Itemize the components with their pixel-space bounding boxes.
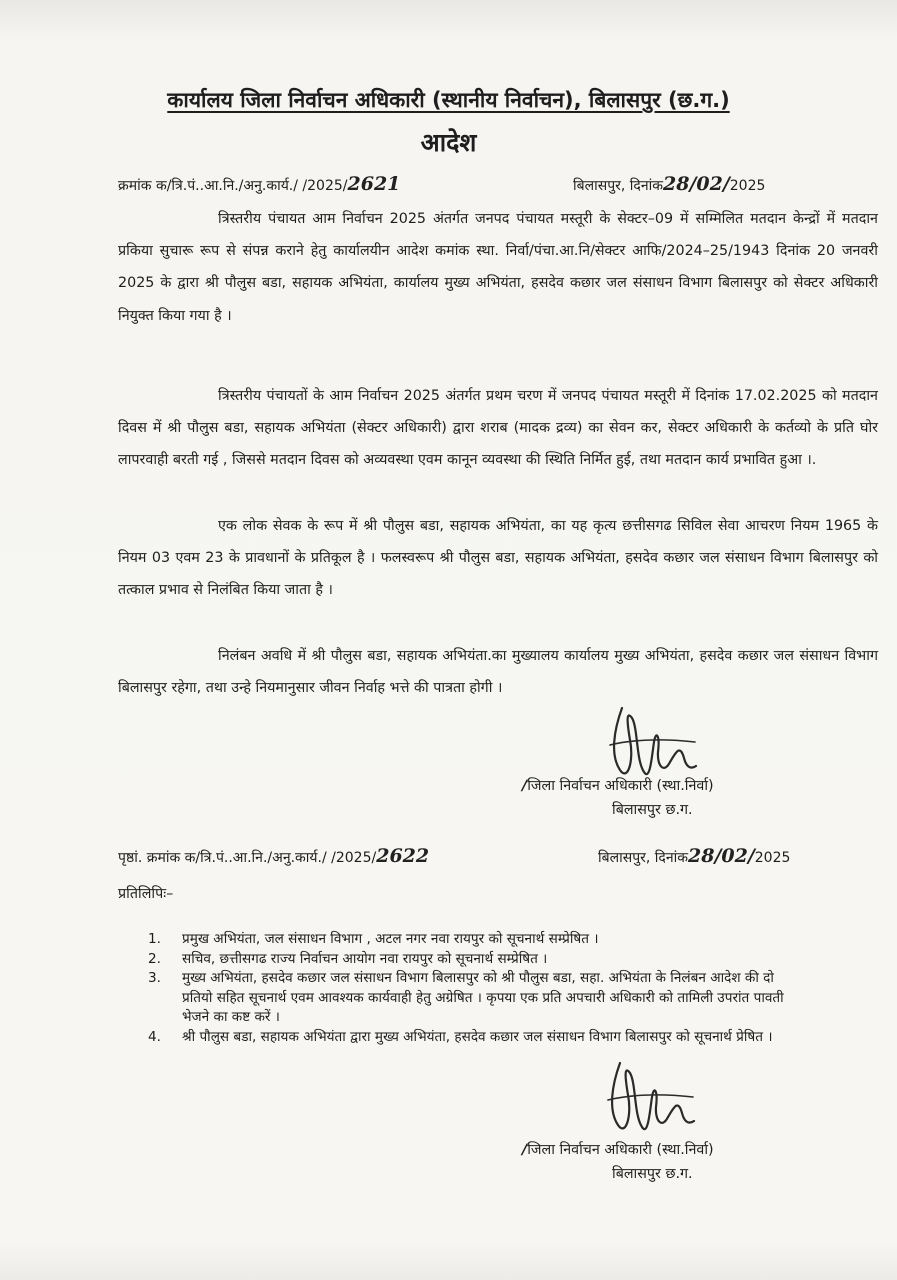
signature-block-2: /जिला निर्वाचन अधिकारी (स्था.निर्वा) बिलासपुर छ.ग. bbox=[522, 1138, 714, 1186]
endorsement-number: पृष्ठां. क्रमांक क/त्रि.पं..आ.नि./अनु.कार्य./ /2025/2622 bbox=[118, 845, 430, 867]
signatory-designation: जिला निर्वाचन अधिकारी (स्था.निर्वा) bbox=[527, 1142, 714, 1158]
copies-list bbox=[148, 930, 788, 1047]
endorsement-date: बिलासपुर, दिनांक28/02/2025 bbox=[598, 845, 791, 867]
signature-mark bbox=[598, 1055, 708, 1150]
copy-item: 1. प्रमुख अभियंता, जल संसाधन विभाग , अटल नगर नवा रायपुर को सूचनार्थ सम्प्रेषित । bbox=[148, 931, 599, 947]
signatory-place: बिलासपुर छ.ग. bbox=[612, 1166, 693, 1182]
endorsement-number-handwritten: 2622 bbox=[376, 845, 430, 867]
paragraph-2: त्रिस्तरीय पंचायतों के आम निर्वाचन 2025 अंतर्गत प्रथम चरण में जनपद पंचायत मस्तूरी में दिनांक 17.02.2025 को मतदान दिवस में श्री पौलुस बडा, सहायक अभियंता (सेक्टर अधिकारी) द्वारा शराब (मादक द्रव्य) का सेवन कर, सेक्टर अधिकारी के कर्तव्यो के प्रति घोर लापरवाही बरती गई , जिससे मतदान दिवस को अव्यवस्था एवम कानून व्यवस्था की स्थिति निर्मित हुई, तथा मतदान कार्य प्रभावित हुआ ।. bbox=[118, 388, 878, 469]
order-heading: आदेश bbox=[420, 128, 477, 157]
order-date-handwritten: 28/02/ bbox=[663, 173, 730, 195]
copy-item: 2. सचिव, छत्तीसगढ राज्य निर्वाचन आयोग नवा रायपुर को सूचनार्थ सम्प्रेषित । bbox=[148, 950, 548, 967]
order-number: क्रमांक क/त्रि.पं..आ.नि./अनु.कार्य./ /2025/2621 bbox=[118, 173, 401, 195]
copy-item: 3. मुख्य अभियंता, हसदेव कछार जल संसाधन विभाग बिलासपुर को श्री पौलुस बडा, सहा. अभियंता के निलंबन आदेश की दो प्रतियो सहित सूचनार्थ एवम आवश्यक कार्यवाही हेतु अग्रेषित । कृपया एक प्रति अपचारी अधिकारी को तामिली उपरांत पावती भेजने का कष्ट करें । bbox=[148, 970, 784, 1025]
signatory-place: बिलासपुर छ.ग. bbox=[612, 802, 693, 818]
signatory-designation: जिला निर्वाचन अधिकारी (स्था.निर्वा) bbox=[527, 778, 714, 794]
signature-block-1: /जिला निर्वाचन अधिकारी (स्था.निर्वा) बिलासपुर छ.ग. bbox=[522, 774, 714, 822]
paragraph-4: निलंबन अवधि में श्री पौलुस बडा, सहायक अभियंता.का मुख्यालय कार्यालय मुख्य अभियंता, हसदेव कछार जल संसाधन विभाग बिलासपुर रहेगा, तथा उन्हे नियमानुसार जीवन निर्वाह भत्ते की पात्रता होगी । bbox=[118, 648, 878, 697]
endorsement-date-handwritten: 28/02/ bbox=[688, 845, 755, 867]
copy-item: 4. श्री पौलुस बडा, सहायक अभियंता द्वारा मुख्य अभियंता, हसदेव कछार जल संसाधन विभाग बिलासपुर को सूचनार्थ प्रेषित । bbox=[148, 1028, 773, 1045]
paragraph-1: त्रिस्तरीय पंचायत आम निर्वाचन 2025 अंतर्गत जनपद पंचायत मस्तूरी के सेक्टर–09 में सम्मिलित मतदान केन्द्रों में मतदान प्रकिया सुचारू रूप से संपन्न कराने हेतु कार्यालयीन आदेश कमांक स्था. निर्वा/पंचा.आ.नि/सेक्टर आफि/2024–25/1943 दिनांक 20 जनवरी 2025 के द्वारा श्री पौलुस बडा, सहायक अभियंता, कार्यालय मुख्य अभियंता, हसदेव कछार जल संसाधन विभाग बिलासपुर को सेक्टर अधिकारी नियुक्त किया गया है । bbox=[118, 211, 878, 324]
office-title: कार्यालय जिला निर्वाचन अधिकारी (स्थानीय निर्वाचन), बिलासपुर (छ.ग.) bbox=[167, 88, 730, 112]
order-date: बिलासपुर, दिनांक28/02/2025 bbox=[573, 173, 766, 195]
copies-label: प्रतिलिपिः– bbox=[118, 886, 174, 902]
order-number-handwritten: 2621 bbox=[347, 173, 401, 195]
paragraph-3: एक लोक सेवक के रूप में श्री पौलुस बडा, सहायक अभियंता, का यह कृत्य छत्तीसगढ सिविल सेवा आचरण नियम 1965 के नियम 03 एवम 23 के प्रावधानों के प्रतिकूल है । फलस्वरूप श्री पौलुस बडा, सहायक अभियंता, हसदेव कछार जल संसाधन विभाग बिलासपुर को तत्काल प्रभाव से निलंबित किया जाता है । bbox=[118, 518, 878, 599]
